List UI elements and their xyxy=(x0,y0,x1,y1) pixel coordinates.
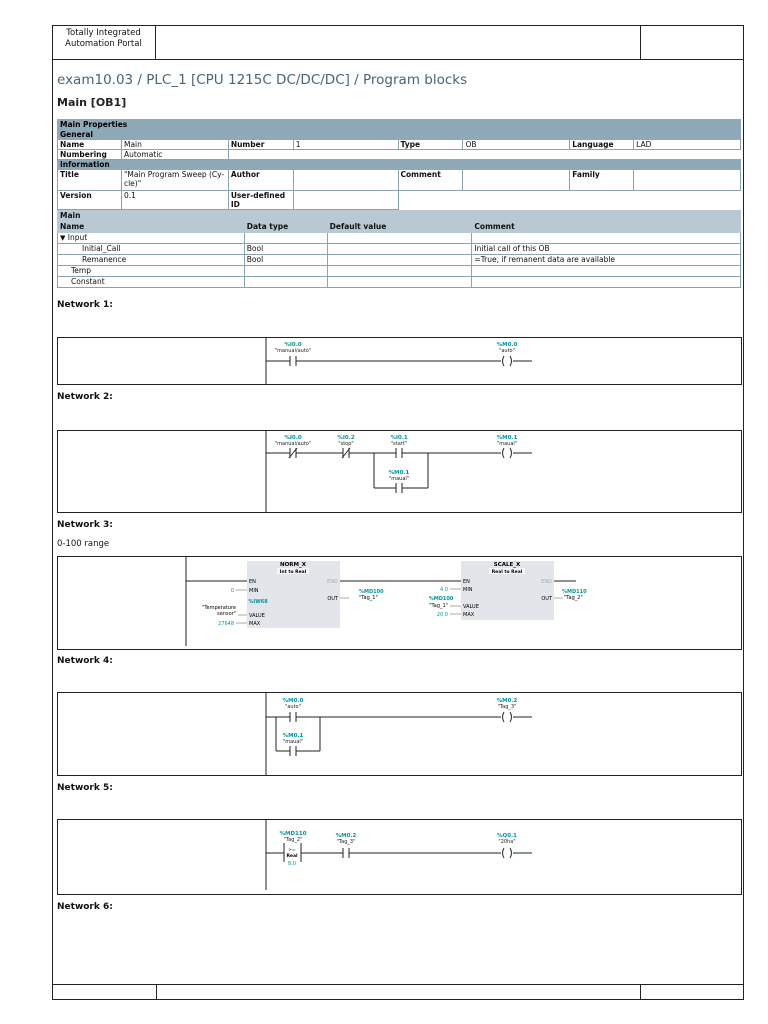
footer-divider xyxy=(640,985,641,1000)
eno-pin: ENO xyxy=(541,579,552,585)
family-label: Family xyxy=(570,170,634,191)
param-name: Remanence xyxy=(58,255,245,266)
scale-x-name: SCALE_X xyxy=(493,562,521,568)
compare-type: Real xyxy=(286,854,298,859)
header-divider xyxy=(640,25,641,59)
compare-tag: "Tag_2" xyxy=(283,837,303,843)
network-3-comment: 0-100 range xyxy=(57,539,110,549)
product-name-line2: Automation Portal xyxy=(65,39,142,49)
min-pin: MIN xyxy=(249,588,259,594)
coil-tag: "20ha" xyxy=(498,839,516,845)
network-3-title: Network 3: xyxy=(57,520,113,530)
userid-value xyxy=(293,191,398,210)
product-name-line1: Totally Integrated xyxy=(66,28,141,38)
information-header: Information xyxy=(58,160,741,170)
name-value: Main xyxy=(121,140,228,150)
comment-label: Comment xyxy=(398,170,463,191)
network-2-ladder xyxy=(58,431,741,512)
out-pin: OUT xyxy=(327,596,338,602)
coil-tag: "Tag_3" xyxy=(497,704,517,710)
network-5-title: Network 5: xyxy=(57,783,113,793)
product-name xyxy=(52,25,156,59)
contact-address: %I0.2 xyxy=(337,435,355,441)
interface-table xyxy=(57,210,741,288)
network-4-ladder xyxy=(58,693,741,775)
network-1-ladder xyxy=(58,338,741,384)
network-3-box xyxy=(57,556,742,650)
param-type: Bool xyxy=(244,255,327,266)
contact-tag: "maual" xyxy=(388,476,410,482)
value-pin: VALUE xyxy=(249,613,265,619)
contact-tag: "Tag_3" xyxy=(336,839,356,845)
userid-label: User-defined ID xyxy=(228,191,293,210)
network-6-title: Network 6: xyxy=(57,902,113,912)
max-pin: MAX xyxy=(463,612,475,618)
contact-address: %M0.0 xyxy=(282,698,304,704)
type-label: Type xyxy=(398,140,463,150)
value-tag: "Temperature xyxy=(202,605,236,611)
max-pin: MAX xyxy=(249,621,261,627)
coil-address: %M0.1 xyxy=(496,435,518,441)
param-type: Bool xyxy=(244,244,327,255)
out-address: %MD110 xyxy=(562,589,587,595)
table-row xyxy=(58,233,741,244)
language-value: LAD xyxy=(634,140,741,150)
value-pin: VALUE xyxy=(463,604,479,610)
coil-tag: "maual" xyxy=(496,441,518,447)
compare-value: 8.0 xyxy=(288,861,296,867)
en-pin: EN xyxy=(249,579,256,585)
type-value: OB xyxy=(463,140,570,150)
coil-tag: "auto" xyxy=(499,348,515,354)
contact-address: %M0.1 xyxy=(282,733,304,739)
version-label: Version xyxy=(58,191,122,210)
contact-tag: "manual/auto" xyxy=(274,348,312,354)
out-tag: "Tag_2" xyxy=(564,595,583,601)
value-tag: "Tag_1" xyxy=(429,603,448,609)
general-header: General xyxy=(58,130,741,140)
network-1-box xyxy=(57,337,742,385)
value-address: %IW68 xyxy=(248,599,268,605)
numbering-value: Automatic xyxy=(121,150,228,160)
param-comment: Initial call of this OB xyxy=(472,244,741,255)
column-header-comment: Comment xyxy=(472,222,741,233)
version-value: 0.1 xyxy=(121,191,228,210)
collapse-triangle-icon[interactable]: ▼ xyxy=(60,234,66,242)
author-label: Author xyxy=(228,170,293,191)
numbering-label: Numbering xyxy=(58,150,122,160)
param-name: Initial_Call xyxy=(58,244,245,255)
title-value: "Main Program Sweep (Cy-cle)" xyxy=(121,170,228,191)
coil-symbol xyxy=(503,448,512,458)
contact-address: %M0.1 xyxy=(388,470,410,476)
coil-symbol xyxy=(503,848,512,858)
coil-address: %Q0.1 xyxy=(497,833,517,839)
number-label: Number xyxy=(228,140,293,150)
number-value: 1 xyxy=(293,140,398,150)
properties-section-header: Main Properties xyxy=(58,120,741,130)
max-value: 27648 xyxy=(218,621,234,627)
network-2-box xyxy=(57,430,742,513)
temp-section-label: Temp xyxy=(58,266,245,277)
en-pin: EN xyxy=(463,579,470,585)
compare-address: %MD110 xyxy=(279,831,307,837)
table-row xyxy=(58,277,741,288)
network-4-box xyxy=(57,692,742,776)
network-1-title: Network 1: xyxy=(57,300,113,310)
out-address: %MD100 xyxy=(359,589,384,595)
network-2-title: Network 2: xyxy=(57,392,113,402)
author-value xyxy=(293,170,398,191)
title-label: Title xyxy=(58,170,122,191)
column-header-datatype: Data type xyxy=(244,222,327,233)
compare-operator: >= xyxy=(288,848,296,853)
param-default xyxy=(327,244,472,255)
column-header-name: Name xyxy=(58,222,245,233)
max-value: 20.0 xyxy=(436,612,448,618)
out-pin: OUT xyxy=(541,596,552,602)
coil-address: %M0.2 xyxy=(496,698,518,704)
contact-address: %I0.0 xyxy=(284,342,302,348)
contact-tag: "start" xyxy=(390,441,408,447)
value-address: %MD100 xyxy=(428,596,454,602)
min-pin: MIN xyxy=(463,587,473,593)
name-label: Name xyxy=(58,140,122,150)
min-value: 4.0 xyxy=(440,587,448,593)
contact-address: %I0.1 xyxy=(390,435,408,441)
interface-section-header: Main xyxy=(58,211,741,222)
norm-x-types: Int to Real xyxy=(279,570,307,575)
network-5-ladder xyxy=(58,820,741,894)
table-row xyxy=(58,255,741,266)
network-5-box xyxy=(57,819,742,895)
contact-tag: "auto" xyxy=(285,704,301,710)
input-section-label: Input xyxy=(67,233,88,242)
block-title: Main [OB1] xyxy=(57,96,127,109)
eno-pin: ENO xyxy=(327,579,338,585)
footer-divider xyxy=(156,985,157,1000)
contact-address: %I0.0 xyxy=(284,435,302,441)
contact-tag: "stop" xyxy=(338,441,354,447)
coil-symbol xyxy=(503,712,512,722)
contact-address: %M0.2 xyxy=(335,833,357,839)
param-default xyxy=(327,255,472,266)
family-value xyxy=(634,170,741,191)
page-title: exam10.03 / PLC_1 [CPU 1215C DC/DC/DC] / Program blocks xyxy=(57,72,468,88)
constant-section-label: Constant xyxy=(58,277,245,288)
param-comment: =True, if remanent data are available xyxy=(472,255,741,266)
table-row xyxy=(58,244,741,255)
contact-tag: "maual" xyxy=(282,739,304,745)
column-header-default: Default value xyxy=(327,222,472,233)
out-tag: "Tag_1" xyxy=(359,595,378,601)
scale-x-types: Real to Real xyxy=(491,570,523,575)
table-row xyxy=(58,266,741,277)
page-footer xyxy=(52,984,744,1000)
network-3-ladder xyxy=(58,557,741,649)
language-label: Language xyxy=(570,140,634,150)
page-header xyxy=(52,25,744,60)
norm-x-name: NORM_X xyxy=(280,562,306,568)
coil-address: %M0.0 xyxy=(496,342,518,348)
min-value: 0 xyxy=(230,588,234,594)
comment-value xyxy=(463,170,570,191)
contact-tag: "manual/auto" xyxy=(274,441,312,447)
value-tag: sensor" xyxy=(217,611,236,617)
coil-symbol xyxy=(503,356,512,366)
network-4-title: Network 4: xyxy=(57,656,113,666)
properties-table xyxy=(57,119,741,210)
